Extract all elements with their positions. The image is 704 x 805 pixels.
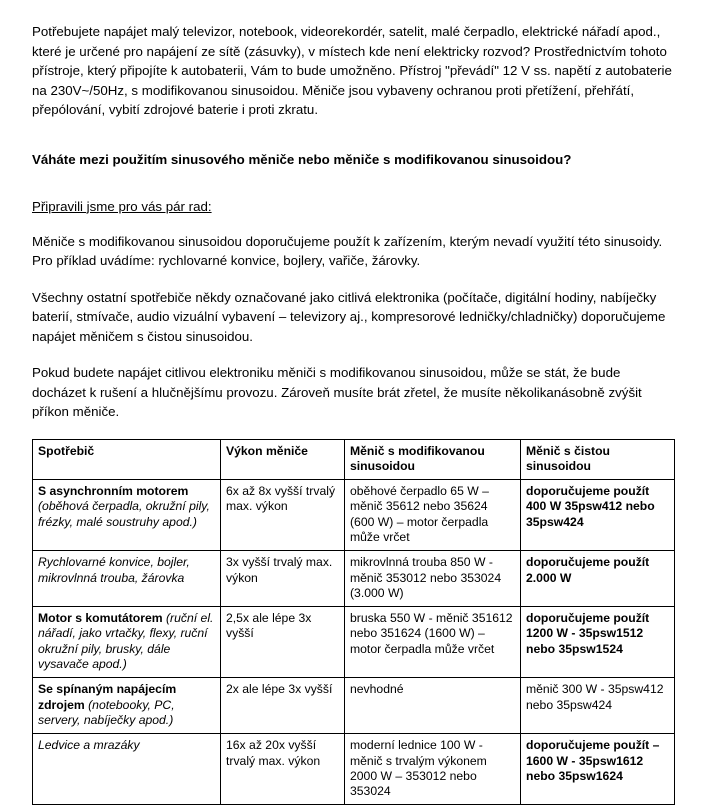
cell-device: Rychlovarné konvice, bojler, mikrovlnná trouba, žárovka: [33, 551, 221, 607]
cell-modified: nevhodné: [345, 678, 521, 734]
cell-modified: bruska 550 W - měnič 351612 nebo 351624 (1600 W) – motor čerpadla může vrčet: [345, 607, 521, 678]
question-heading: Váháte mezi použitím sinusového měniče nebo měniče s modifikovanou sinusoidou?: [32, 150, 674, 169]
table-row: [33, 734, 675, 805]
cell-device: Ledvice a mrazáky: [33, 734, 221, 805]
table-header-power: Výkon měniče: [221, 439, 345, 480]
device-name: Motor s komutátorem: [38, 611, 163, 625]
cell-pure: doporučujeme použít – 1600 W - 35psw1612 nebo 35psw1624: [521, 734, 675, 805]
table-header-row: [33, 439, 675, 480]
table-row: [33, 480, 675, 551]
table-row: [33, 678, 675, 734]
cell-power: 2x ale lépe 3x vyšší: [221, 678, 345, 734]
device-detail: (notebooky, PC, servery, nabíječky apod.): [38, 698, 175, 727]
device-detail: (oběhová čerpadla, okružní pily, frézky, malé soustruhy apod.): [38, 499, 210, 528]
body-paragraph-1: Měniče s modifikovanou sinusoidou doporučujeme použít k zařízením, kterým nevadí využití této sinusoidy. Pro příklad uvádíme: rychlovarné konvice, bojlery, vařiče, žárovky.: [32, 232, 674, 271]
cell-pure: doporučujeme použít 2.000 W: [521, 551, 675, 607]
intro-paragraph: Potřebujete napájet malý televizor, notebook, videorekordér, satelit, malé čerpadlo, elektrické nářadí apod., které je určené pro napájení ze sítě (zásuvky), v místech kde není elektricky rozvod? Prostřednictvím tohoto přístroje, který připojíte k autobaterii, Vám to bude umožněno. Přístroj "převádí" 12 V ss. napětí z autobaterie na 230V~/50Hz, s modifikovanou sinusoidou. Měniče jsou vybaveny ochranou proti přetížení, přehřátí, přepólování, vybití zdrojové baterie i proti zkratu.: [32, 22, 674, 120]
cell-device: [33, 607, 221, 678]
device-name: S asynchronním motorem: [38, 484, 188, 498]
device-name: Se spínaným napájecím zdrojem: [38, 682, 176, 711]
cell-power: 3x vyšší trvalý max. výkon: [221, 551, 345, 607]
table-header-modified-sine: Měnič s modifikovanou sinusoidou: [345, 439, 521, 480]
table-header-device: Spotřebič: [33, 439, 221, 480]
cell-modified: oběhové čerpadlo 65 W – měnič 35612 nebo 35624 (600 W) – motor čerpadla může vrčet: [345, 480, 521, 551]
cell-device: [33, 480, 221, 551]
cell-power: 2,5x ale lépe 3x vyšší: [221, 607, 345, 678]
table-row: [33, 551, 675, 607]
cell-power: 6x až 8x vyšší trvalý max. výkon: [221, 480, 345, 551]
cell-pure: doporučujeme použít 1200 W - 35psw1512 nebo 35psw1524: [521, 607, 675, 678]
body-paragraph-2: Všechny ostatní spotřebiče někdy označované jako citlivá elektronika (počítače, digitální hodiny, nabíječky baterií, stmívače, audio vizuální vybavení – televizory aj., kompresorové ledničky/chladničky) doporučujeme napájet měničem s čistou sinusoidou.: [32, 288, 674, 347]
device-detail: (ruční el. nářadí, jako vrtačky, flexy, ruční okružní pily, brusky, dále vysavače apod.): [38, 611, 213, 671]
cell-modified: mikrovlnná trouba 850 W - měnič 353012 nebo 353024 (3.000 W): [345, 551, 521, 607]
body-paragraph-3: Pokud budete napájet citlivou elektroniku měniči s modifikovanou sinusoidou, může se stát, že bude docházet k rušení a hlučnějšímu provozu. Zároveň musíte brát zřetel, že musíte několikanásobně zvýšit příkon měniče.: [32, 363, 674, 422]
cell-device: [33, 678, 221, 734]
cell-pure: doporučujeme použít 400 W 35psw412 nebo 35psw424: [521, 480, 675, 551]
table-header-pure-sine: Měnič s čistou sinusoidou: [521, 439, 675, 480]
cell-power: 16x až 20x vyšší trvalý max. výkon: [221, 734, 345, 805]
cell-pure: měnič 300 W - 35psw412 nebo 35psw424: [521, 678, 675, 734]
table-row: [33, 607, 675, 678]
subheading: Připravili jsme pro vás pár rad:: [32, 197, 674, 216]
cell-modified: moderní lednice 100 W - měnič s trvalým výkonem 2000 W – 353012 nebo 353024: [345, 734, 521, 805]
comparison-table: [32, 439, 675, 805]
